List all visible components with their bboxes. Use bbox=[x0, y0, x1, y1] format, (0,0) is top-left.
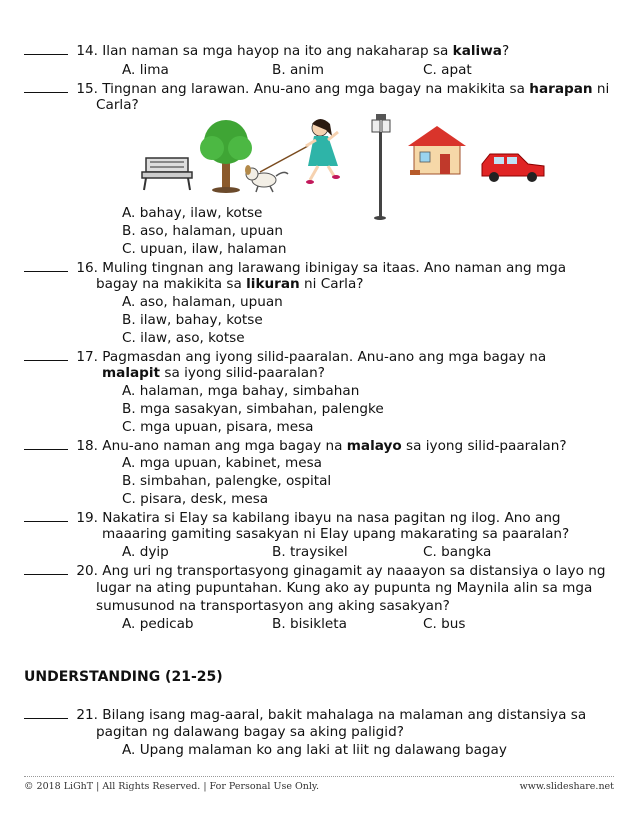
lamp-post-icon bbox=[372, 114, 390, 220]
option-c: C. ilaw, aso, kotse bbox=[122, 330, 245, 346]
option-a: A. pedicab bbox=[122, 616, 194, 632]
question-text: Bilang isang mag-aaral, bakit mahalaga na malaman ang distansiya sa bbox=[102, 707, 587, 723]
question-number: 19. bbox=[76, 510, 98, 526]
question-14 bbox=[24, 42, 509, 61]
question-15 bbox=[24, 80, 609, 99]
question-19 bbox=[24, 509, 561, 528]
option-b: B. aso, halaman, upuan bbox=[122, 223, 284, 239]
question-21 bbox=[24, 706, 586, 725]
question-text: Ilan naman sa mga hayop na ito ang nakaharap sa bbox=[102, 43, 453, 59]
answer-blank[interactable] bbox=[24, 42, 68, 55]
tree-icon bbox=[200, 120, 252, 193]
keyword: kaliwa bbox=[452, 43, 502, 59]
answer-blank[interactable] bbox=[24, 80, 68, 93]
question-number: 17. bbox=[76, 349, 98, 365]
option-c: C. bangka bbox=[423, 544, 492, 560]
question-16 bbox=[24, 259, 566, 278]
question-text-end: ni Carla? bbox=[299, 276, 364, 292]
question-20 bbox=[24, 562, 605, 581]
question-continuation bbox=[96, 276, 364, 294]
question-number: 20. bbox=[76, 563, 98, 579]
option-c: C. upuan, ilaw, halaman bbox=[122, 241, 287, 257]
option-b: B. anim bbox=[272, 62, 324, 78]
question-number: 14. bbox=[76, 43, 98, 59]
option-a: A. mga upuan, kabinet, mesa bbox=[122, 455, 323, 471]
question-number: 21. bbox=[76, 707, 98, 723]
girl-icon bbox=[306, 119, 340, 184]
question-text: Tingnan ang larawan. Anu-ano ang mga bagay na makikita sa bbox=[102, 81, 530, 97]
question-text: Muling tingnan ang larawang ibinigay sa itaas. Ano naman ang mga bbox=[102, 260, 567, 276]
question-continuation: maaaring gamiting sasakyan ni Elay upang makarating sa paaralan? bbox=[102, 526, 570, 542]
bench-icon bbox=[142, 158, 192, 190]
option-b: B. mga sasakyan, simbahan, palengke bbox=[122, 401, 384, 417]
question-continuation: sumusunod na transportasyon ang aking sasakyan? bbox=[96, 598, 450, 614]
question-number: 18. bbox=[76, 438, 98, 454]
source-url: www.slideshare.net bbox=[519, 781, 614, 792]
answer-blank[interactable] bbox=[24, 348, 68, 361]
option-a: A. dyip bbox=[122, 544, 169, 560]
question-continuation: lugar na ating pupuntahan. Kung ako ay pupunta ng Maynila alin sa mga bbox=[96, 580, 593, 596]
option-b: B. simbahan, palengke, ospital bbox=[122, 473, 332, 489]
option-c: C. bus bbox=[423, 616, 466, 632]
option-b: B. ilaw, bahay, kotse bbox=[122, 312, 263, 328]
answer-blank[interactable] bbox=[24, 562, 68, 575]
option-a: A. aso, halaman, upuan bbox=[122, 294, 283, 310]
question-text: Ang uri ng transportasyong ginagamit ay naaayon sa distansiya o layo ng bbox=[102, 563, 606, 579]
keyword: malapit bbox=[102, 365, 161, 381]
option-b: B. bisikleta bbox=[272, 616, 347, 632]
option-c: C. apat bbox=[423, 62, 472, 78]
keyword: likuran bbox=[246, 276, 300, 292]
option-b: B. traysikel bbox=[272, 544, 348, 560]
question-17 bbox=[24, 348, 546, 367]
answer-blank[interactable] bbox=[24, 509, 68, 522]
question-text: bagay na makikita sa bbox=[96, 276, 247, 292]
keyword: malayo bbox=[346, 438, 402, 454]
question-18 bbox=[24, 437, 567, 456]
option-c: C. pisara, desk, mesa bbox=[122, 491, 269, 507]
option-a: A. halaman, mga bahay, simbahan bbox=[122, 383, 360, 399]
car-icon bbox=[482, 154, 544, 182]
answer-blank[interactable] bbox=[24, 437, 68, 450]
option-c: C. mga upuan, pisara, mesa bbox=[122, 419, 314, 435]
option-a: A. bahay, ilaw, kotse bbox=[122, 205, 263, 221]
question-text: Anu-ano naman ang mga bagay na bbox=[102, 438, 347, 454]
option-a: A. lima bbox=[122, 62, 169, 78]
question-text-end: sa iyong silid-paaralan? bbox=[160, 365, 325, 381]
question-text: Nakatira si Elay sa kabilang ibayu na nasa pagitan ng ilog. Ano ang bbox=[102, 510, 561, 526]
question-continuation: Carla? bbox=[96, 97, 139, 113]
option-a: A. Upang malaman ko ang laki at liit ng dalawang bagay bbox=[122, 742, 507, 758]
answer-blank[interactable] bbox=[24, 706, 68, 719]
answer-blank[interactable] bbox=[24, 259, 68, 272]
question-text-end: ni bbox=[592, 81, 610, 97]
question-text-end: ? bbox=[501, 43, 510, 59]
question-continuation bbox=[102, 365, 325, 383]
copyright-text: © 2018 LiGhT | All Rights Reserved. | For Personal Use Only. bbox=[24, 781, 320, 792]
question-text-end: sa iyong silid-paaralan? bbox=[401, 438, 567, 454]
page-footer bbox=[24, 776, 614, 792]
question-continuation: pagitan ng dalawang bagay sa aking paligid? bbox=[96, 724, 404, 740]
house-icon bbox=[408, 126, 466, 175]
keyword: harapan bbox=[529, 81, 593, 97]
question-number: 15. bbox=[76, 81, 98, 97]
section-title: UNDERSTANDING (21-25) bbox=[24, 669, 223, 685]
question-number: 16. bbox=[76, 260, 98, 276]
question-text: Pagmasdan ang iyong silid-paaralan. Anu-ano ang mga bagay na bbox=[102, 349, 547, 365]
